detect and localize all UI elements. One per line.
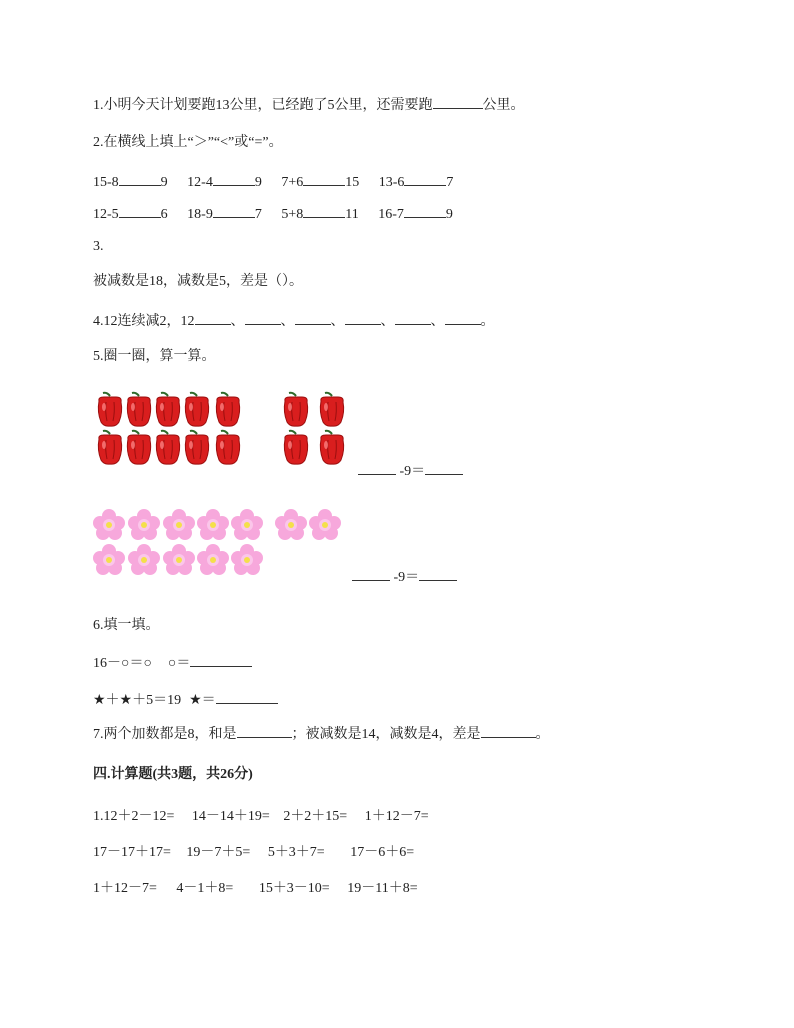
calc-row-1 (93, 807, 429, 827)
q4-text: 4.12连续减2，12 (93, 314, 195, 329)
q5-equation-2 (352, 566, 457, 586)
pepper-icon (320, 393, 343, 426)
q2-left: 7+6 (281, 175, 304, 190)
q2-right: 15 (345, 175, 360, 190)
pepper-icon (127, 431, 150, 464)
flower-icon (128, 544, 160, 575)
q5-blank[interactable] (419, 566, 457, 581)
q6-blank[interactable] (190, 652, 252, 667)
calc-item: 1＋12－7= (364, 809, 429, 824)
calc-item: 1＋12－7= (93, 881, 157, 896)
q4-blank[interactable] (245, 310, 281, 325)
q4-sep: 、 (230, 314, 245, 329)
q2-blank[interactable] (213, 203, 255, 218)
q6-eq-b: ○＝ (167, 656, 191, 671)
q2-left: 15-8 (93, 175, 119, 190)
q1-answer-blank[interactable] (433, 94, 483, 109)
q2-right: 9 (445, 207, 453, 222)
q2-row-2 (93, 203, 453, 225)
calc-item: 2＋2＋15= (283, 809, 348, 824)
q4-sep: 、 (380, 314, 395, 329)
flowers-image (92, 508, 352, 580)
question-7 (93, 723, 550, 745)
q2-row-1 (93, 171, 453, 193)
pepper-icon (98, 393, 121, 426)
q4-blank[interactable] (295, 310, 331, 325)
q4-sep: 、 (330, 314, 345, 329)
q5-eq1-mid: -9＝ (396, 464, 426, 479)
calc-item: 14－14＋19= (191, 809, 270, 824)
q2-right: 6 (160, 207, 168, 222)
q4-blank[interactable] (395, 310, 431, 325)
question-3-number: 3. (93, 239, 104, 254)
peppers-image (92, 388, 362, 470)
q2-left: 5+8 (281, 207, 304, 222)
q7-text-a: 7.两个加数都是8，和是 (93, 727, 237, 742)
q4-sep: 、 (280, 314, 295, 329)
q2-left: 13-6 (378, 175, 405, 190)
q2-blank[interactable] (213, 171, 255, 186)
q4-blank[interactable] (345, 310, 381, 325)
q1-text-end: 公里。 (482, 98, 525, 113)
q2-left: 12-5 (93, 207, 119, 222)
question-4 (93, 310, 495, 332)
question-3-text: 被减数是18，减数是5，差是（）。 (93, 274, 303, 289)
flower-icon (93, 544, 125, 575)
q5-blank[interactable] (358, 460, 396, 475)
pepper-icon (156, 393, 179, 426)
q4-sep: 、 (430, 314, 445, 329)
calc-item: 5＋3＋7= (267, 845, 325, 860)
q2-right: 11 (345, 207, 359, 222)
question-6-title: 6.填一填。 (93, 618, 160, 633)
flower-icon (275, 509, 307, 540)
q2-blank[interactable] (404, 203, 446, 218)
q4-blank[interactable] (445, 310, 481, 325)
q2-left: 16-7 (378, 207, 404, 222)
flower-icon (231, 544, 263, 575)
q2-right: 9 (254, 175, 262, 190)
pepper-icon (185, 431, 208, 464)
flower-icon (163, 544, 195, 575)
q2-right: 9 (160, 175, 168, 190)
question-2-title: 2.在横线上填上“＞”“<”或“=”。 (93, 135, 283, 150)
calc-item: 19－7＋5= (186, 845, 251, 860)
calc-row-2 (93, 843, 414, 863)
q6-line-2 (93, 689, 278, 711)
q2-blank[interactable] (119, 203, 161, 218)
q7-text-b: ；被减数是14，减数是4，差是 (291, 727, 481, 742)
flower-icon (197, 509, 229, 540)
pepper-icon (216, 431, 239, 464)
calc-row-3 (93, 879, 418, 899)
q5-equation-1 (358, 460, 463, 480)
q6-eq-a: 16－○＝○ (93, 656, 152, 671)
pepper-icon (185, 393, 208, 426)
pepper-icon (216, 393, 239, 426)
q2-blank[interactable] (303, 171, 345, 186)
pepper-icon (98, 431, 121, 464)
q6-eq-c: ★＋★＋5＝19 (93, 693, 182, 708)
calc-item: 19－11＋8= (347, 881, 418, 896)
calc-item: 1.12＋2－12= (93, 809, 175, 824)
q2-blank[interactable] (119, 171, 161, 186)
calc-item: 15＋3－10= (258, 881, 330, 896)
q6-line-1 (93, 652, 252, 674)
q2-blank[interactable] (404, 171, 446, 186)
pepper-icon (284, 393, 307, 426)
question-1 (93, 94, 525, 116)
q5-blank[interactable] (352, 566, 390, 581)
flower-icon (309, 509, 341, 540)
flower-icon (231, 509, 263, 540)
q7-text-c: 。 (535, 727, 550, 742)
q2-blank[interactable] (303, 203, 345, 218)
flower-icon (128, 509, 160, 540)
question-5-title: 5.圈一圈，算一算。 (93, 349, 216, 364)
q2-left: 12-4 (187, 175, 213, 190)
q2-left: 18-9 (187, 207, 213, 222)
q2-right: 7 (446, 175, 454, 190)
calc-item: 4－1＋8= (176, 881, 234, 896)
q6-blank[interactable] (216, 689, 278, 704)
calc-item: 17－6＋6= (350, 845, 415, 860)
flower-icon (163, 509, 195, 540)
q5-eq2-mid: -9＝ (390, 570, 420, 585)
q7-blank[interactable] (481, 723, 536, 738)
flower-icon (197, 544, 229, 575)
q4-end: 。 (480, 314, 495, 329)
q1-text: 1.小明今天计划要跑13公里，已经跑了5公里，还需要跑 (93, 98, 433, 113)
pepper-icon (320, 431, 343, 464)
pepper-icon (127, 393, 150, 426)
section-title: 四.计算题(共3题，共26分) (93, 767, 253, 782)
q6-eq-d: ★＝ (189, 693, 216, 708)
q4-blank[interactable] (195, 310, 231, 325)
q7-blank[interactable] (237, 723, 292, 738)
q5-blank[interactable] (425, 460, 463, 475)
flower-icon (93, 509, 125, 540)
pepper-icon (284, 431, 307, 464)
q2-right: 7 (254, 207, 262, 222)
calc-item: 17－17＋17= (93, 845, 171, 860)
pepper-icon (156, 431, 179, 464)
